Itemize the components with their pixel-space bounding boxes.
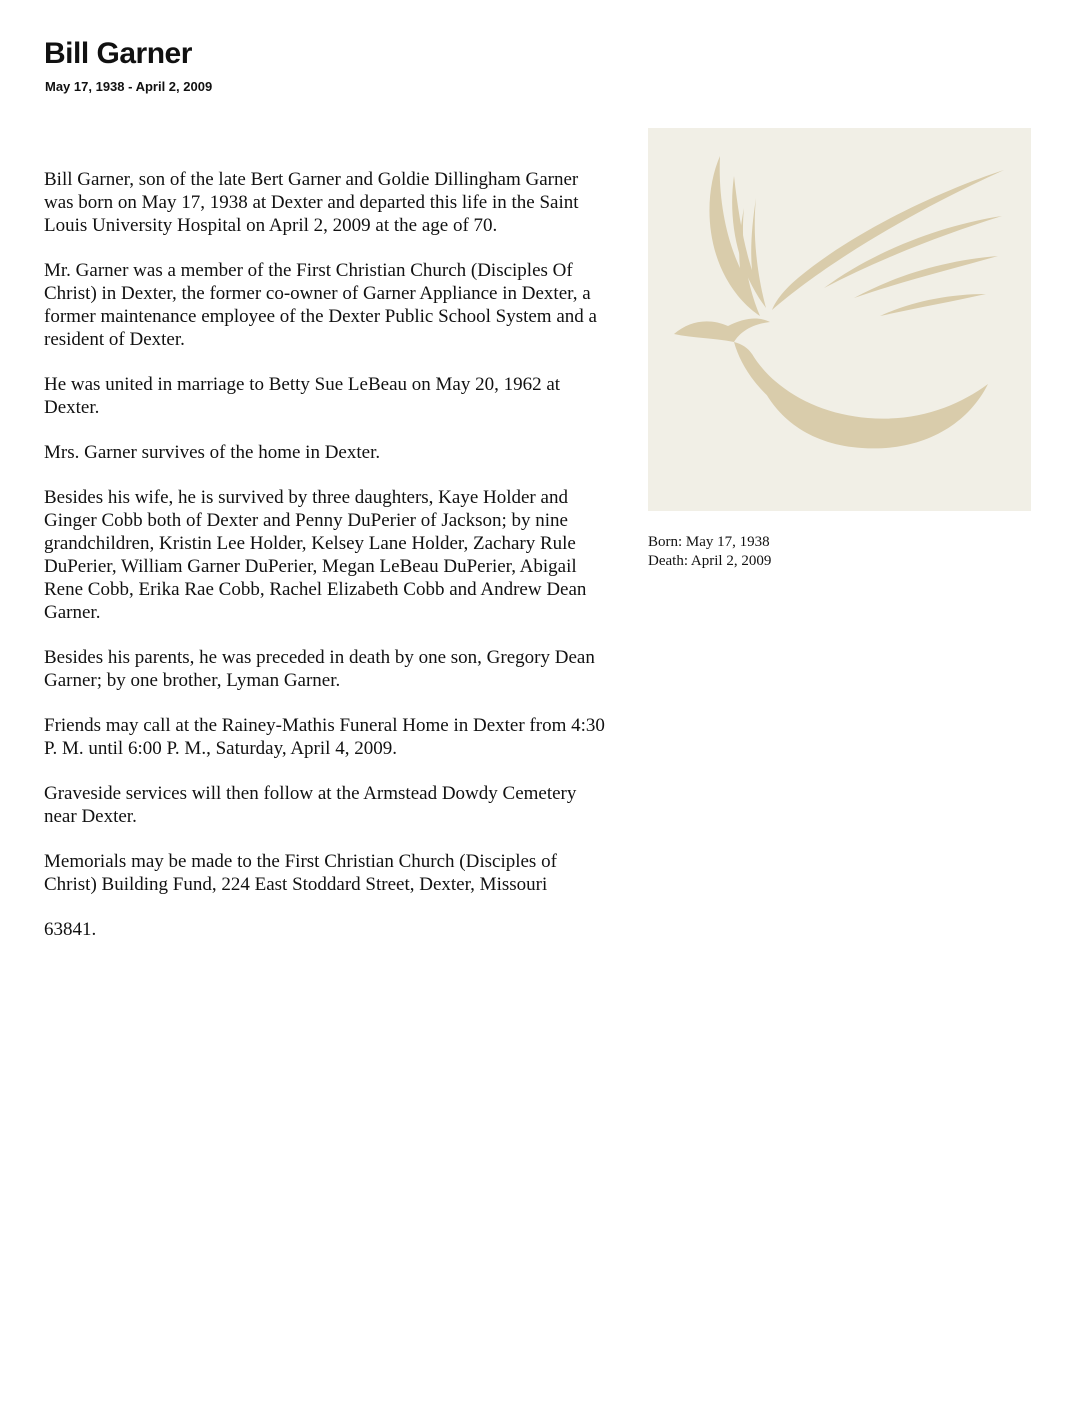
life-summary <box>648 533 771 571</box>
obituary-paragraph: Bill Garner, son of the late Bert Garner and Goldie Dillingham Garner was born on May 17, 1938 at Dexter and departed this life in the Saint Louis University Hospital on April 2, 2009 at the age of 70. <box>44 169 579 236</box>
obituary-paragraph: Besides his parents, he was preceded in death by one son, Gregory Dean Garner; by one brother, Lyman Garner. <box>44 647 595 691</box>
obituary-paragraph: He was united in marriage to Betty Sue LeBeau on May 20, 1962 at Dexter. <box>44 374 561 418</box>
life-dates: May 17, 1938 - April 2, 2009 <box>45 79 213 94</box>
obituary-paragraph: Mrs. Garner survives of the home in Dexter. <box>44 442 381 463</box>
death-date: Death: April 2, 2009 <box>648 553 772 569</box>
dove-icon <box>648 128 1031 511</box>
obituary-paragraph: 63841. <box>44 919 97 940</box>
obituary-text <box>44 168 612 963</box>
obituary-paragraph: Friends may call at the Rainey-Mathis Funeral Home in Dexter from 4:30 P. M. until 6:00 P. M., Saturday, April 4, 2009. <box>44 715 605 759</box>
born-date: Born: May 17, 1938 <box>648 534 770 550</box>
obituary-paragraph: Memorials may be made to the First Christian Church (Disciples of Christ) Building Fund, 224 East Stoddard Street, Dexter, Missouri <box>44 851 557 895</box>
obituary-paragraph: Besides his wife, he is survived by three daughters, Kaye Holder and Ginger Cobb both of Dexter and Penny DuPerier of Jackson; by nine grandchildren, Kristin Lee Holder, Kelsey Lane Holder, Zachary Rule DuPerier, William Garner DuPerier, Megan LeBeau DuPerier, Abigail Rene Cobb, Erika Rae Cobb, Rachel Elizabeth Cobb and Andrew Dean Garner. <box>44 487 587 623</box>
page-title: Bill Garner <box>44 37 192 70</box>
memorial-image <box>648 128 1031 511</box>
obituary-paragraph: Graveside services will then follow at the Armstead Dowdy Cemetery near Dexter. <box>44 783 577 827</box>
obituary-paragraph: Mr. Garner was a member of the First Christian Church (Disciples Of Christ) in Dexter, the former co-owner of Garner Appliance in Dexter, a former maintenance employee of the Dexter Public School System and a resident of Dexter. <box>44 260 597 350</box>
